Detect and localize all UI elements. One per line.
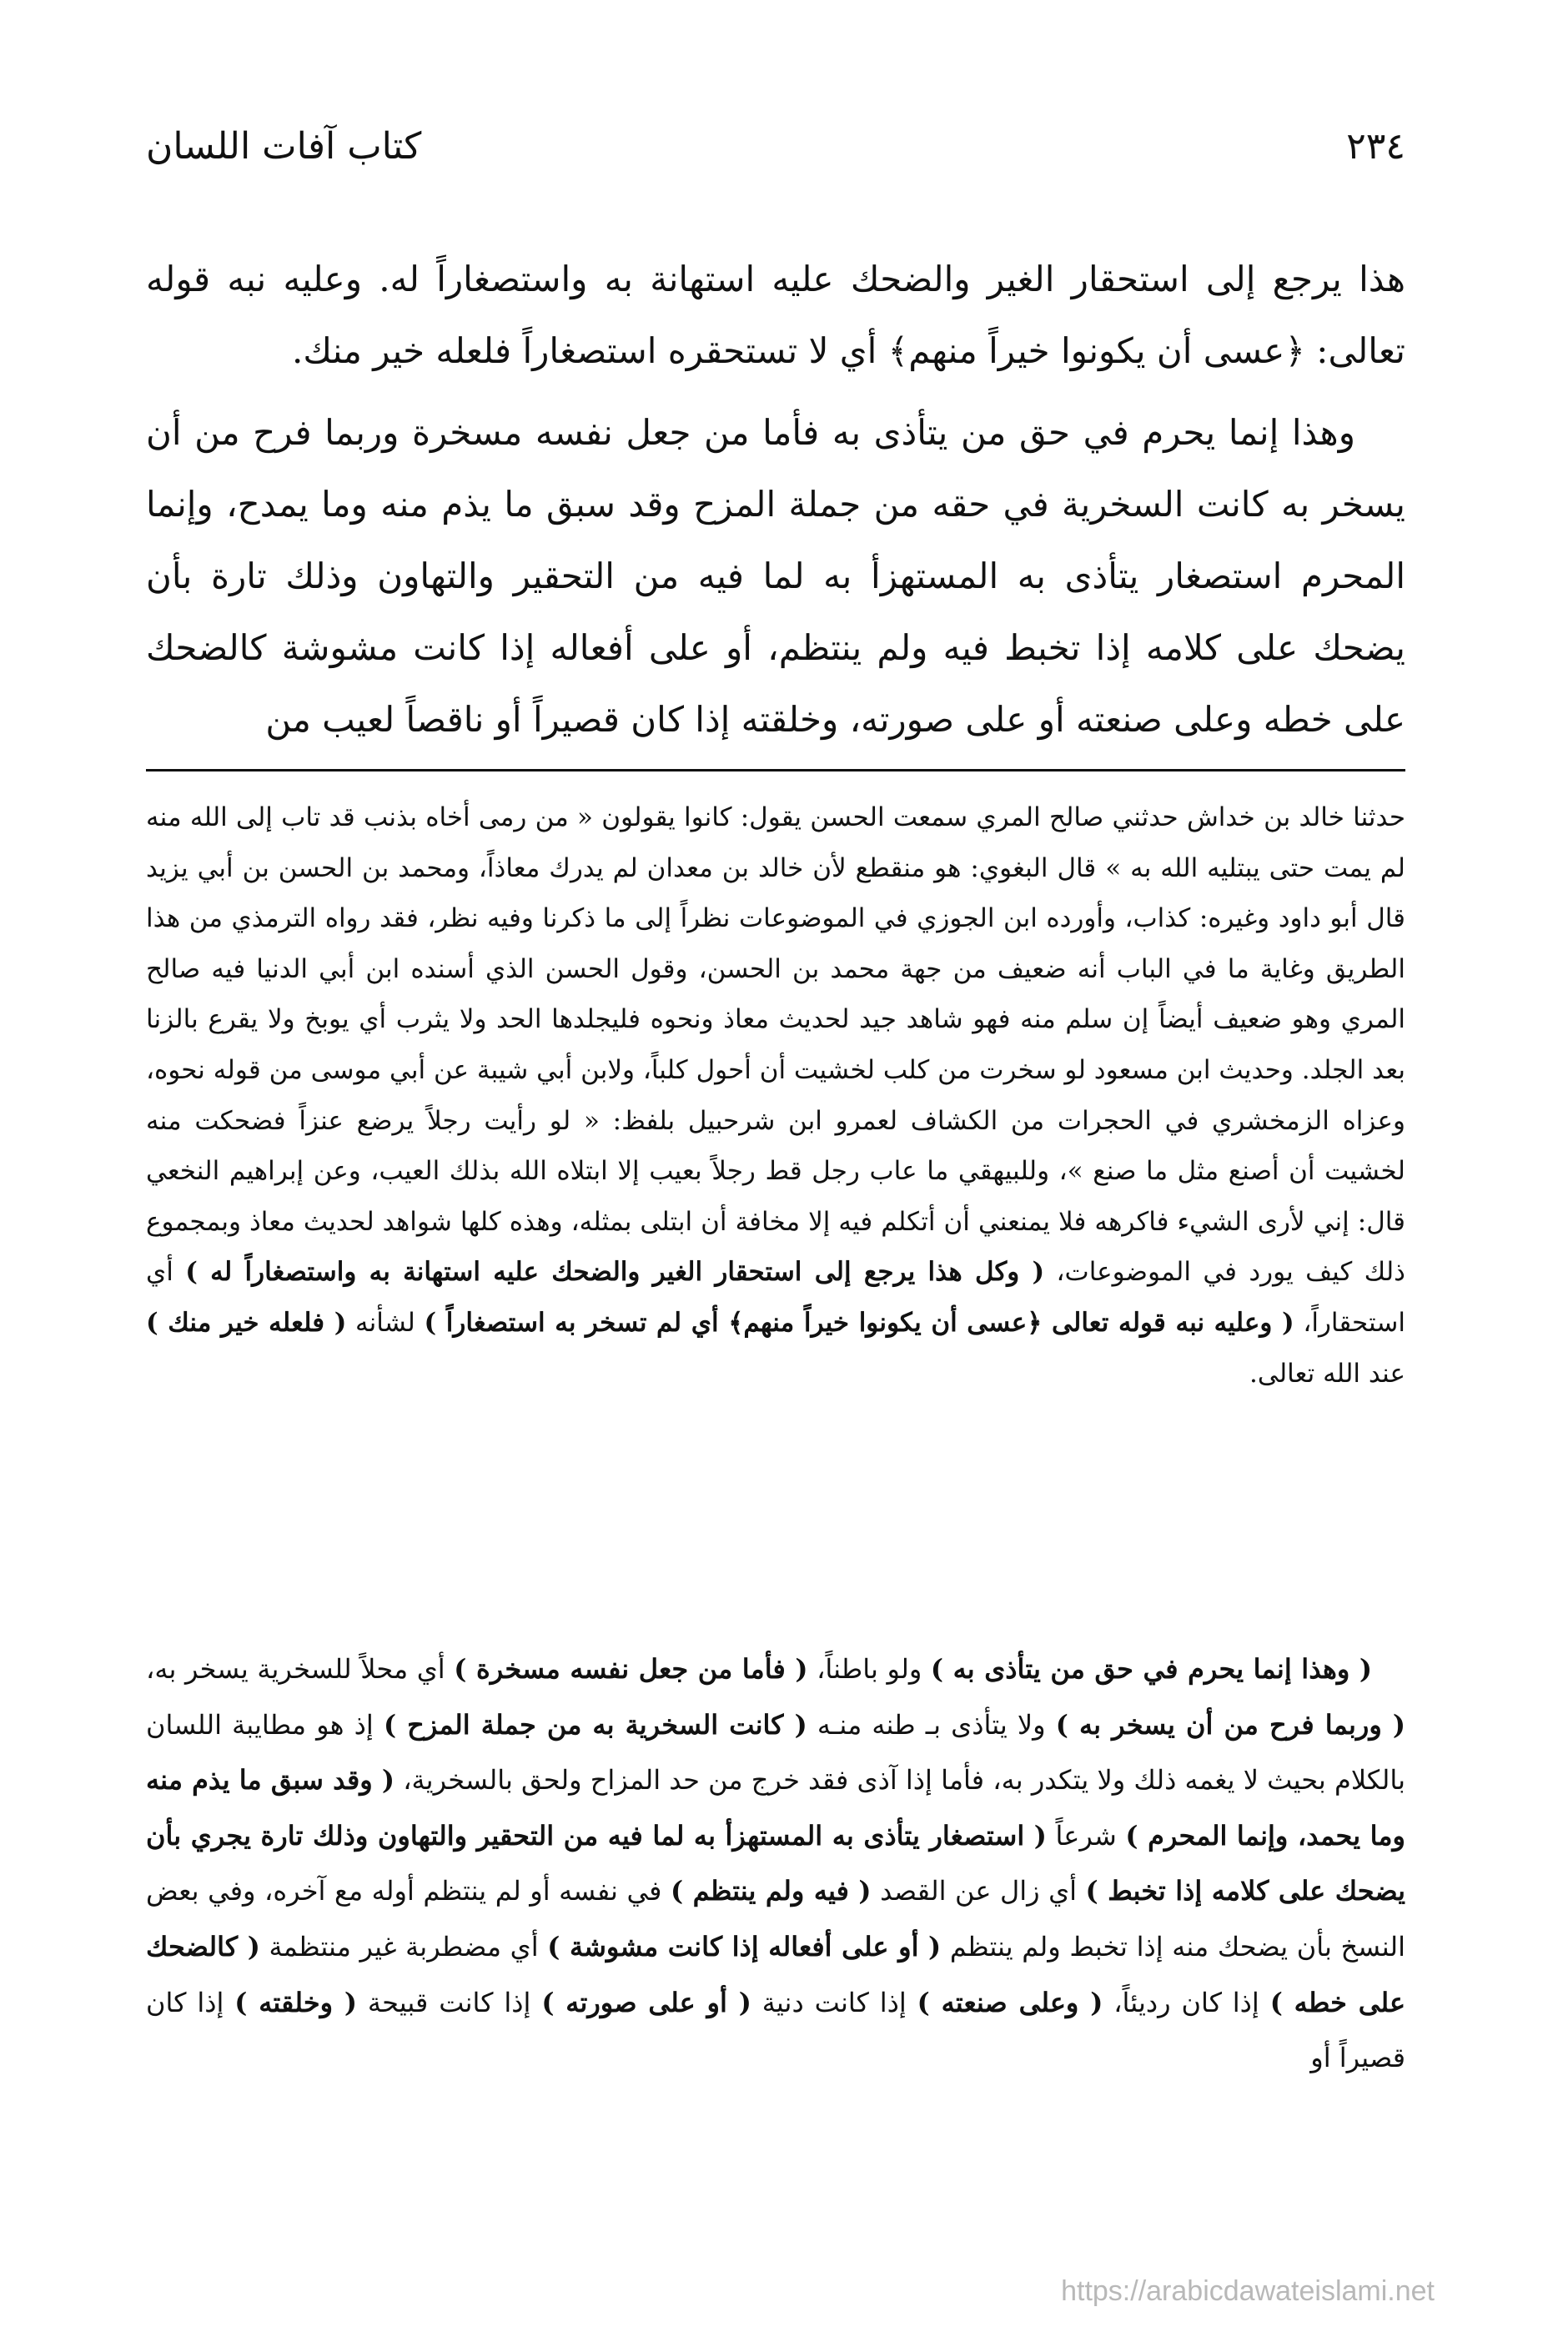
commentary-text: إذا كان رديئاً، (1103, 1986, 1270, 2018)
main-text (146, 244, 1405, 756)
commentary-quote: ( وخلقته ) (234, 1986, 358, 2018)
commentary-text: ولا يتأذى بـ طنه منـه (807, 1708, 1056, 1741)
commentary-text: إذا كانت قبيحة (357, 1986, 542, 2018)
commentary-text: إذ هو مطايبة اللسان بالكلام بحيث لا يغمه ذلك ولا يتكدر به، فأما إذا آذى فقد خرج من حد المزاح ولحق بالسخرية، (146, 1708, 1406, 1797)
commentary-paragraph (146, 1641, 1405, 2086)
commentary-text: ولو باطناً، (807, 1653, 931, 1685)
commentary-quote: ( فيه ولم ينتظم ) (670, 1875, 872, 1907)
book-title: كتاب آفات اللسان (146, 124, 422, 168)
main-paragraph-2: وهذا إنما يحرم في حق من يتأذى به فأما من جعل نفسه مسخرة وربما فرح من أن يسخر به كانت السخرية في حقه من جملة المزح وقد سبق ما يذم منه وما يمدح، وإنما المحرم استصغار يتأذى به المستهزأ به لما فيه من التحقير والتهاون وذلك تارة بأن يضحك على كلامه إذا تخبط فيه ولم ينتظم، أو على أفعاله إذا كانت مشوشة كالضحك على خطه وعلى صنعته أو على صورته، وخلقته إذا كان قصيراً أو ناقصاً لعيب من (146, 412, 1405, 740)
commentary-text: أي محلاً للسخرية يسخر به، (146, 1653, 455, 1685)
footnote-divider (146, 769, 1405, 771)
commentary-text: في نفسه أو لم ينتظم أوله مع آخره، وفي بعض النسخ بأن يضحك منه إذا تخبط ولم ينتظم (146, 1875, 1406, 1963)
footnote-text: عند الله تعالى. (1249, 1358, 1405, 1389)
commentary-quote: ( وقد سبق ما يذم منه وما يحمد، وإنما المحرم ) (146, 1764, 1405, 1852)
page-number: ٢٣٤ (1346, 124, 1405, 168)
footnote-text: حدثنا خالد بن خداش حدثني صالح المري سمعت الحسن يقول: كانوا يقولون « من رمى أخاه بذنب قد تاب إلى الله منه لم يمت حتى يبتليه الله به » قال البغوي: هو منقطع لأن خالد بن معدان لم يدرك معاذاً، ومحمد بن الحسن بن أبي يزيد قال أبو داود وغيره: كذاب، وأورده ابن الجوزي في الموضوعات نظراً إلى ما ذكرنا وفيه نظر، فقد رواه الترمذي من هذا الطريق وغاية ما في الباب أنه ضعيف من جهة محمد بن الحسن، وقول الحسن الذي أسنده ابن أبي الدنيا فيه صالح المري وهو ضعيف أيضاً إن سلم منه فهو شاهد جيد لحديث معاذ ونحوه فليجلدها الحد ولا يثرب أي يوبخ ولا يقرع بالزنا بعد الجلد. وحديث ابن مسعود لو سخرت من كلب لخشيت أن أحول كلباً، ولابن أبي شيبة عن أبي موسى من قوله نحوه، وعزاه الزمخشري في الحجرات من الكشاف لعمرو ابن شرحبيل بلفظ: « لو رأيت رجلاً يرضع عنزاً فضحكت منه لخشيت أن أصنع مثل ما صنع »، وللبيهقي ما عاب رجل قط رجلاً بعيب إلا ابتلاه الله بذلك العيب، وعن إبراهيم النخعي قال: إني لأرى الشيء فاكرهه فلا يمنعني أن أتكلم فيه إلا مخافة أن ابتلى بمثله، وهذه كلها شواهد لحديث معاذ وبمجموع ذلك كيف يورد في الموضوعات، (146, 802, 1405, 1288)
page-header (146, 117, 1405, 175)
commentary-text: أي زال عن القصد (871, 1875, 1086, 1907)
commentary-quote: ( وهذا إنما يحرم في حق من يتأذى به ) (930, 1653, 1373, 1685)
commentary-text: إذا كان قصيراً أو (146, 1986, 1405, 2074)
commentary-quote: ( وعلى صنعته ) (917, 1986, 1103, 2018)
watermark-url: https://arabicdawateislami.net (1061, 2275, 1435, 2307)
commentary-quote: ( أو على أفعاله إذا كانت مشوشة ) (547, 1930, 942, 1963)
commentary-text: إذا كانت دنية (751, 1986, 917, 2018)
footnote-quote: ( وكل هذا يرجع إلى استحقار الغير والضحك عليه استهانة به واستصغاراً له ) (185, 1257, 1045, 1288)
footnote-quote: ( فلعله خير منك ) (146, 1307, 347, 1338)
footnote-block (146, 792, 1405, 1399)
commentary-text: أي مضطربة غير منتظمة (259, 1930, 548, 1963)
commentary-quote: ( وربما فرح من أن يسخر به ) (1055, 1708, 1406, 1741)
footnote-text: أي استحقاراً، (146, 1257, 1405, 1338)
main-paragraph-1: هذا يرجع إلى استحقار الغير والضحك عليه استهانة به واستصغاراً له. وعليه نبه قوله تعالى: ﴿عسى أن يكونوا خيراً منهم﴾ أي لا تستحقره استصغاراً فلعله خير منك. (146, 259, 1405, 371)
footnote-text: لشأنه (355, 1307, 415, 1338)
commentary-quote: ( فأما من جعل نفسه مسخرة ) (454, 1653, 808, 1685)
commentary-quote: ( كانت السخرية به من جملة المزح ) (383, 1708, 807, 1741)
commentary-text: شرعاً (1046, 1819, 1126, 1852)
commentary-block (146, 1641, 1405, 2086)
commentary-quote: ( أو على صورته ) (541, 1986, 751, 2018)
footnote-paragraph (146, 792, 1405, 1399)
commentary-quote: ( استصغار يتأذى به المستهزأ به لما فيه من التحقير والتهاون وذلك تارة يجري بأن يضحك على كلامه إذا تخبط ) (146, 1819, 1406, 1907)
footnote-quote: ( وعليه نبه قوله تعالى ﴿عسى أن يكونوا خيراً منهم﴾ أي لم تسخر به استصغاراً ) (424, 1307, 1294, 1338)
commentary-quote: ( كالضحك على خطه ) (146, 1930, 1406, 2018)
